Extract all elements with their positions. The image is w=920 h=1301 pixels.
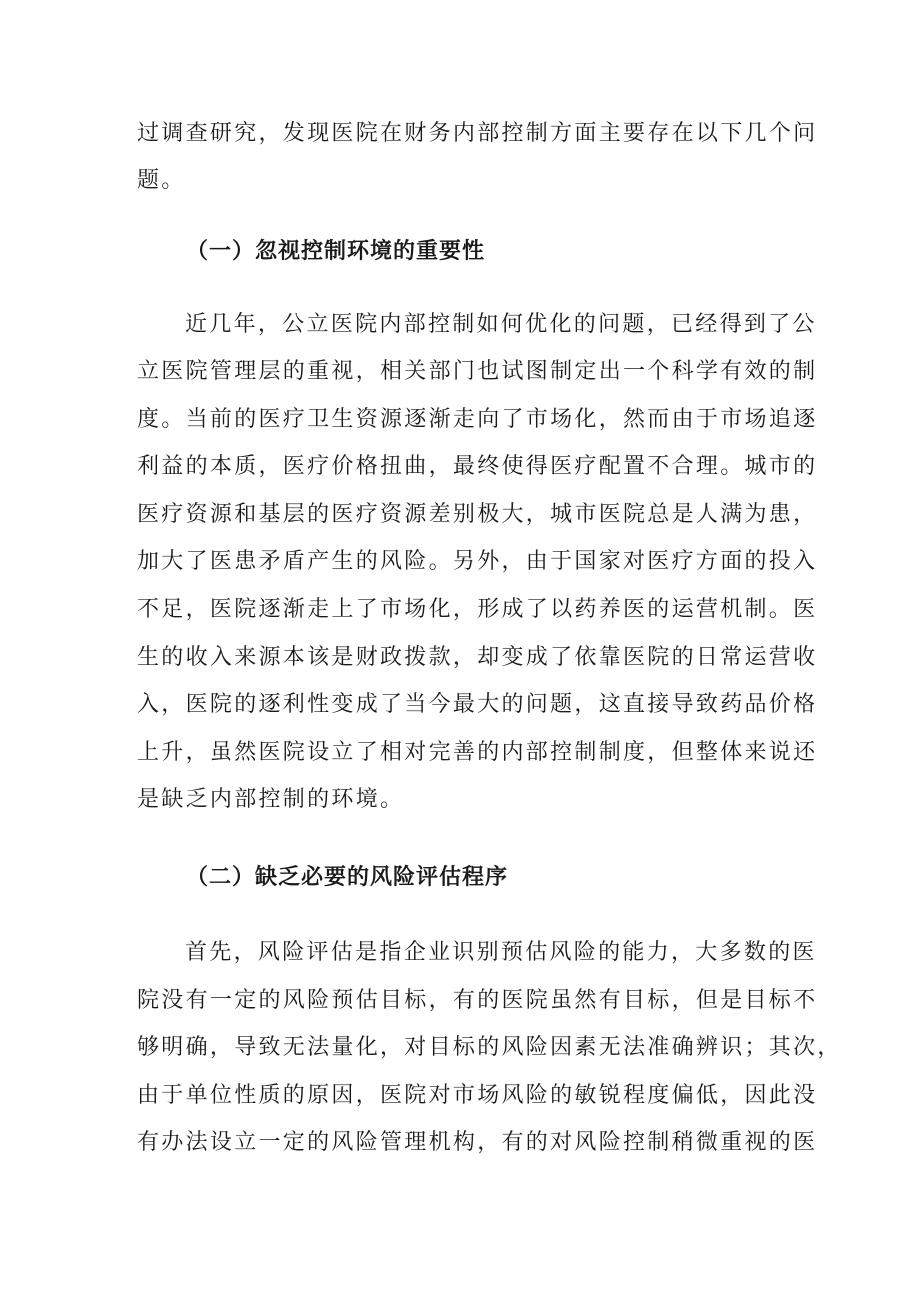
paragraph-line: 加大了医患矛盾产生的风险。另外，由于国家对医疗方面的投入 bbox=[137, 549, 818, 574]
paragraph-line: 入，医院的逐利性变成了当今最大的问题，这直接导致药品价格 bbox=[137, 692, 818, 717]
paragraph-line: 是缺乏内部控制的环境。 bbox=[137, 787, 405, 812]
paragraph-line: 院没有一定的风险预估目标，有的医院虽然有目标，但是目标不 bbox=[137, 988, 818, 1013]
paragraph-line: 不足，医院逐渐走上了市场化，形成了以药养医的运营机制。医 bbox=[137, 597, 818, 622]
paragraph-line: 题。 bbox=[137, 168, 186, 193]
section-heading: （一）忽视控制环境的重要性 bbox=[186, 239, 486, 264]
paragraph-line: 首先，风险评估是指企业识别预估风险的能力，大多数的医 bbox=[185, 940, 817, 965]
paragraph-line: 医疗资源和基层的医疗资源差别极大，城市医院总是人满为患， bbox=[137, 502, 818, 527]
paragraph-line: 过调查研究，发现医院在财务内部控制方面主要存在以下几个问 bbox=[137, 121, 818, 146]
paragraph-line: 由于单位性质的原因，医院对市场风险的敏锐程度偏低，因此没 bbox=[137, 1083, 818, 1108]
paragraph-line: 利益的本质，医疗价格扭曲，最终使得医疗配置不合理。城市的 bbox=[137, 454, 818, 479]
paragraph-line: 立医院管理层的重视，相关部门也试图制定出一个科学有效的制 bbox=[137, 359, 818, 384]
paragraph-line: 够明确，导致无法量化，对目标的风险因素无法准确辨识；其次， bbox=[137, 1035, 842, 1060]
paragraph-line: 上升，虽然医院设立了相对完善的内部控制制度，但整体来说还 bbox=[137, 740, 818, 765]
paragraph-line: 近几年，公立医院内部控制如何优化的问题，已经得到了公 bbox=[185, 312, 817, 337]
paragraph-line: 度。当前的医疗卫生资源逐渐走向了市场化，然而由于市场追逐 bbox=[137, 407, 818, 432]
paragraph-line: 有办法设立一定的风险管理机构，有的对风险控制稍微重视的医 bbox=[137, 1130, 818, 1155]
paragraph-line: 生的收入来源本该是财政拨款，却变成了依靠医院的日常运营收 bbox=[137, 645, 818, 670]
section-heading: （二）缺乏必要的风险评估程序 bbox=[186, 865, 509, 890]
